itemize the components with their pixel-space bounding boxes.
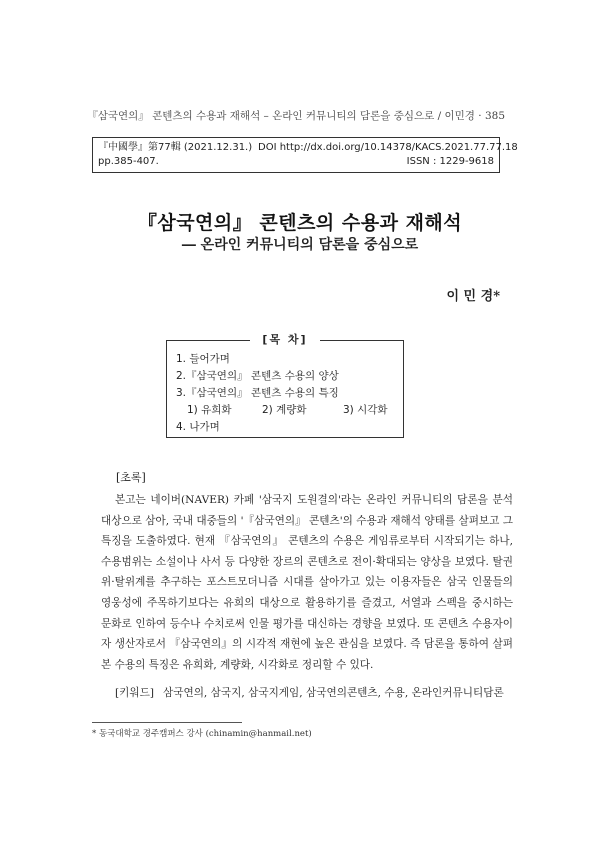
citation-box <box>92 137 518 173</box>
author-footnote: * 동국대학교 경주캠퍼스 강사 (chinamin@hanmail.net) <box>92 729 312 739</box>
paper-subtitle: ― 온라인 커뮤니티의 담론을 중심으로 <box>181 237 419 253</box>
keywords-list: 삼국연의, 삼국지, 삼국지게임, 삼국연의콘텐츠, 수용, 온라인커뮤니티담론 <box>163 687 504 699</box>
toc-item: 3.『삼국연의』 콘텐츠 수용의 특징 <box>176 387 339 399</box>
author-name: 이 민 경* <box>446 289 500 304</box>
toc-item: 1. 들어가며 <box>176 353 230 365</box>
keywords-label: [키워드] <box>115 687 154 699</box>
issn: ISSN : 1229-9618 <box>406 156 494 167</box>
paper-title: 『삼국연의』 콘텐츠의 수용과 재해석 <box>137 212 463 234</box>
running-header: 『삼국연의』 콘텐츠의 수용과 재해석 – 온라인 커뮤니티의 담론을 중심으로 / 이민경 · 385 <box>87 110 505 122</box>
toc-item: 2.『삼국연의』 콘텐츠 수용의 양상 <box>176 370 339 382</box>
abstract-body: 본고는 네이버(NAVER) 카페 '삼국지 도원결의'라는 온라인 커뮤니티의 담론을 분석 대상으로 삼아, 국내 대중들의 '『삼국연의』 콘텐츠'의 수용과 재해석 양태를 살펴보고 그 특징을 도출하였다. 현재 『삼국연의』 콘텐츠의 수용은 게임류로부터 시작되기는 하나, 수용범위는 소설이나 사서 등 다양한 장르의 콘텐츠로 전이·확대되는 양상을 보였다. 탈권위·탈위계를 추구하는 포스트모더니즘 시대를 살아가고 있는 이용자들은 삼국 인물들의 영웅성에 주목하기보다는 유희의 대상으로 활용하기를 즐겼고, 서열과 스펙을 중시하는 문화로 인하여 등수나 수치로써 인물 평가를 대신하는 경향을 보였다. 또 콘텐츠 수용자이자 생산자로서 『삼국연의』의 시각적 재현에 높은 관심을 보였다. 즉 담론을 통하여 살펴본 수용의 특징은 유희화, 계량화, 시각화로 정리할 수 있다. <box>101 494 513 671</box>
footnote-divider <box>92 722 242 723</box>
journal-info: 『中國學』第77輯 (2021.12.31.) <box>98 142 253 153</box>
toc-item: 4. 나가며 <box>176 421 220 433</box>
toc-subitem: 3) 시각화 <box>343 404 388 416</box>
page-range: pp.385-407. <box>98 156 159 167</box>
toc-heading: [목 차] <box>250 331 320 347</box>
toc-subitem: 1) 유희화 <box>187 404 232 416</box>
abstract-label: [초록] <box>116 471 146 484</box>
toc-subitem: 2) 계량화 <box>262 404 307 416</box>
doi-link[interactable]: DOI http://dx.doi.org/10.14378/KACS.2021.77.77.18 <box>258 142 518 153</box>
table-of-contents <box>166 340 404 438</box>
